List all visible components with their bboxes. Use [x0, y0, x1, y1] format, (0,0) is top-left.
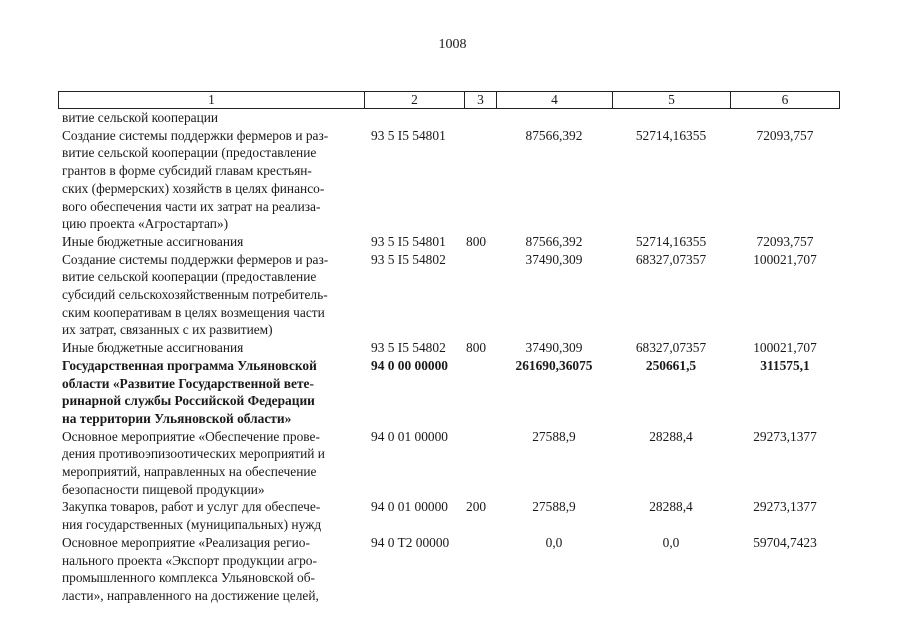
- row-description: [62, 534, 360, 605]
- description-line: Основное мероприятие «Реализация регио-: [62, 534, 310, 550]
- row-value-col4: 0,0: [545, 534, 563, 550]
- description-line: ния государственных (муниципальных) нужд: [62, 517, 322, 533]
- row-description: [62, 109, 360, 127]
- description-line: на территории Ульяновской области»: [62, 410, 292, 426]
- description-line: области «Развитие Государственной вете-: [62, 375, 314, 391]
- description-line: промышленного комплекса Ульяновской об-: [62, 570, 316, 586]
- description-line: нального проекта «Экспорт продукции агро-: [62, 552, 317, 568]
- header-col-4: 4: [497, 92, 613, 108]
- row-expense-type: 800: [466, 233, 487, 249]
- header-col-5: 5: [613, 92, 731, 108]
- description-line: Иные бюджетные ассигнования: [62, 233, 244, 249]
- description-line: их затрат, связанных с их развитием): [62, 322, 273, 338]
- description-line: ским кооперативам в целях возмещения части: [62, 304, 325, 320]
- row-value-col6: 29273,1377: [753, 428, 817, 444]
- description-line: дения противоэпизоотических мероприятий и: [62, 446, 325, 462]
- description-line: Иные бюджетные ассигнования: [62, 340, 244, 356]
- row-value-col4: 37490,309: [525, 251, 583, 267]
- row-description: [62, 127, 360, 233]
- row-value-col6: 311575,1: [760, 357, 810, 373]
- row-value-col5: 28288,4: [649, 428, 693, 444]
- row-value-col4: 261690,36075: [515, 357, 593, 373]
- header-col-1: 1: [59, 92, 365, 108]
- description-line: Создание системы поддержки фермеров и раз-: [62, 127, 329, 143]
- row-description: [62, 251, 360, 340]
- row-value-col4: 37490,309: [525, 340, 583, 356]
- row-value-col5: 68327,07357: [635, 340, 707, 356]
- description-line: цию проекта «Агростартап»): [62, 216, 229, 232]
- description-line: грантов в форме субсидий главам крестьян-: [62, 163, 312, 179]
- description-line: безопасности пищевой продукции»: [62, 481, 265, 497]
- header-col-3: 3: [465, 92, 497, 108]
- description-line: субсидий сельскохозяйственным потребитель-: [62, 287, 328, 302]
- row-expense-type: 200: [466, 499, 487, 515]
- row-value-col5: 250661,5: [645, 357, 697, 373]
- row-value-col5: 52714,16355: [635, 127, 707, 143]
- description-line: ласти», направленного на достижение целей,: [62, 587, 319, 603]
- description-line: вого обеспечения части их затрат на реализа-: [62, 198, 321, 214]
- row-value-col6: 59704,7423: [753, 534, 817, 550]
- description-line: Создание системы поддержки фермеров и раз-: [62, 251, 329, 267]
- description-line: ринарной службы Российской Федерации: [62, 393, 315, 409]
- row-value-col6: 72093,757: [756, 127, 814, 143]
- description-line: витие сельской кооперации (предоставление: [62, 269, 317, 285]
- row-value-col4: 87566,392: [525, 127, 583, 143]
- row-value-col4: 27588,9: [532, 428, 576, 444]
- row-value-col6: 100021,707: [753, 340, 817, 356]
- row-value-col5: 0,0: [662, 534, 680, 550]
- row-value-col5: 68327,07357: [635, 251, 707, 267]
- row-code: 93 5 I5 54802: [371, 340, 446, 356]
- row-value-col4: 27588,9: [532, 499, 576, 515]
- row-value-col6: 100021,707: [753, 251, 817, 267]
- row-description: [62, 428, 360, 499]
- row-description: [62, 357, 360, 428]
- description-line: Закупка товаров, работ и услуг для обеспече-: [62, 499, 321, 515]
- row-code: 94 0 T2 00000: [371, 534, 450, 550]
- header-col-2: 2: [365, 92, 465, 108]
- description-line: ских (фермерских) хозяйств в целях финансо-: [62, 180, 325, 196]
- description-line: Основное мероприятие «Обеспечение прове-: [62, 428, 320, 444]
- row-code: 94 0 01 00000: [371, 428, 448, 444]
- row-code: 93 5 I5 54801: [371, 233, 446, 249]
- row-value-col6: 29273,1377: [753, 499, 817, 515]
- row-code: 94 0 00 00000: [371, 357, 448, 373]
- table-header: [58, 91, 840, 109]
- row-value-col4: 87566,392: [525, 233, 583, 249]
- row-value-col6: 72093,757: [756, 233, 814, 249]
- row-description: [62, 233, 360, 251]
- row-value-col5: 52714,16355: [635, 233, 707, 249]
- description-line: витие сельской кооперации (предоставление: [62, 145, 317, 161]
- row-code: 93 5 I5 54801: [371, 127, 446, 143]
- row-code: 94 0 01 00000: [371, 499, 448, 515]
- row-expense-type: 800: [466, 340, 487, 356]
- row-value-col5: 28288,4: [649, 499, 693, 515]
- description-line: Государственная программа Ульяновской: [62, 357, 317, 373]
- row-code: 93 5 I5 54802: [371, 251, 446, 267]
- page-number: 1008: [438, 37, 467, 52]
- row-description: [62, 498, 360, 533]
- description-line: мероприятий, направленных на обеспечение: [62, 464, 317, 479]
- row-description: [62, 339, 360, 357]
- header-col-6: 6: [781, 92, 789, 107]
- description-line: витие сельской кооперации: [62, 110, 219, 125]
